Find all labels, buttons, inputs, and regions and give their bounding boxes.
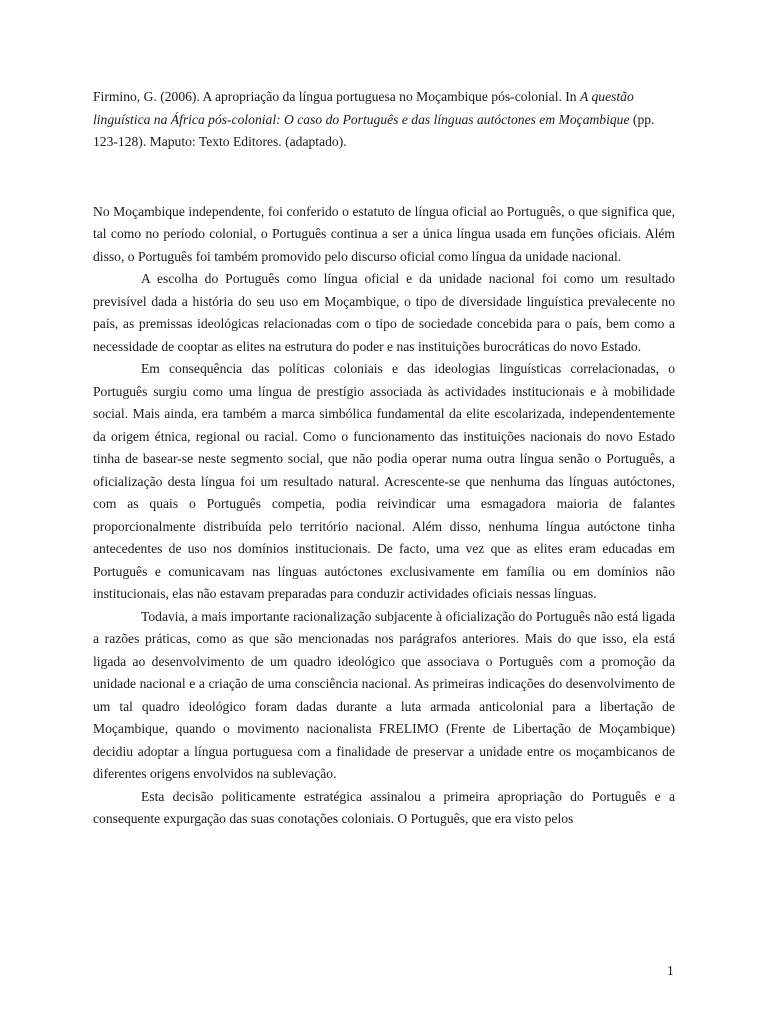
citation-book-title: A questão linguística na África pós-colonial: O caso do Português e das línguas autóctones em Moçambique bbox=[93, 89, 634, 127]
paragraph-3: Em consequência das políticas coloniais e das ideologias linguísticas correlacionadas, o Português surgiu como uma língua de prestígio associada às actividades institucionais e à mobilidade social. Mais ainda, era também a marca simbólica fundamental da elite escolarizada, independentemente da origem étnica, regional ou racial. Como o funcionamento das instituições nacionais do novo Estado tinha de basear-se neste segmento social, que não podia operar numa outra língua senão o Português, a oficialização desta língua foi um resultado natural. Acrescente-se que nenhuma das línguas autóctones, com as quais o Português competia, podia reivindicar uma esmagadora maioria de falantes proporcionalmente distribuída pelo território nacional. Além disso, nenhuma língua autóctone tinha antecedentes de uso nos domínios institucionais. De facto, uma vez que as elites eram educadas em Português e comunicavam nas línguas autóctones exclusivamente em família ou em domínios não institucionais, elas não estavam preparadas para conduzir actividades oficiais nessas línguas. bbox=[93, 361, 675, 601]
document-page bbox=[93, 86, 675, 831]
paragraph-2: A escolha do Português como língua oficial e da unidade nacional foi como um resultado previsível dada a história do seu uso em Moçambique, o tipo de diversidade linguística prevalecente no país, as premissas ideológicas relacionadas com o tipo de sociedade concebida para o país, bem como a necessidade de cooptar as elites na estrutura do poder e nas instituições burocráticas do novo Estado. bbox=[93, 271, 675, 354]
citation-authors-year: Firmino, G. (2006). A apropriação da língua portuguesa no Moçambique pós-colonial. In bbox=[93, 89, 581, 104]
paragraph-1: No Moçambique independente, foi conferido o estatuto de língua oficial ao Português, o que significa que, tal como no período colonial, o Português continua a ser a única língua usada em funções oficiais. Além disso, o Português foi também promovido pelo discurso oficial como língua da unidade nacional. bbox=[93, 203, 675, 264]
bibliographic-citation bbox=[93, 86, 675, 154]
page-number: 1 bbox=[667, 963, 674, 978]
paragraph-4: Todavia, a mais importante racionalização subjacente à oficialização do Português não está ligada a razões práticas, como as que são mencionadas nos parágrafos anteriores. Mais do que isso, ela está ligada ao desenvolvimento de um quadro ideológico que associava o Português com a promoção da unidade nacional e a criação de uma consciência nacional. As primeiras indicações do desenvolvimento de um tal quadro ideológico foram dadas durante a luta armada anticolonial para a libertação de Moçambique, quando o movimento nacionalista FRELIMO (Frente de Libertação de Moçambique) decidiu adoptar a língua portuguesa com a finalidade de preservar a unidade entre os moçambicanos de diferentes origens envolvidos na sublevação. bbox=[93, 608, 675, 781]
paragraph-5: Esta decisão politicamente estratégica assinalou a primeira apropriação do Português e a consequente expurgação das suas conotações coloniais. O Português, que era visto pelos bbox=[93, 788, 675, 826]
body-text bbox=[93, 201, 675, 831]
citation-pages-publisher: (pp. 123-128). Maputo: Texto Editores. (adaptado). bbox=[93, 111, 655, 149]
